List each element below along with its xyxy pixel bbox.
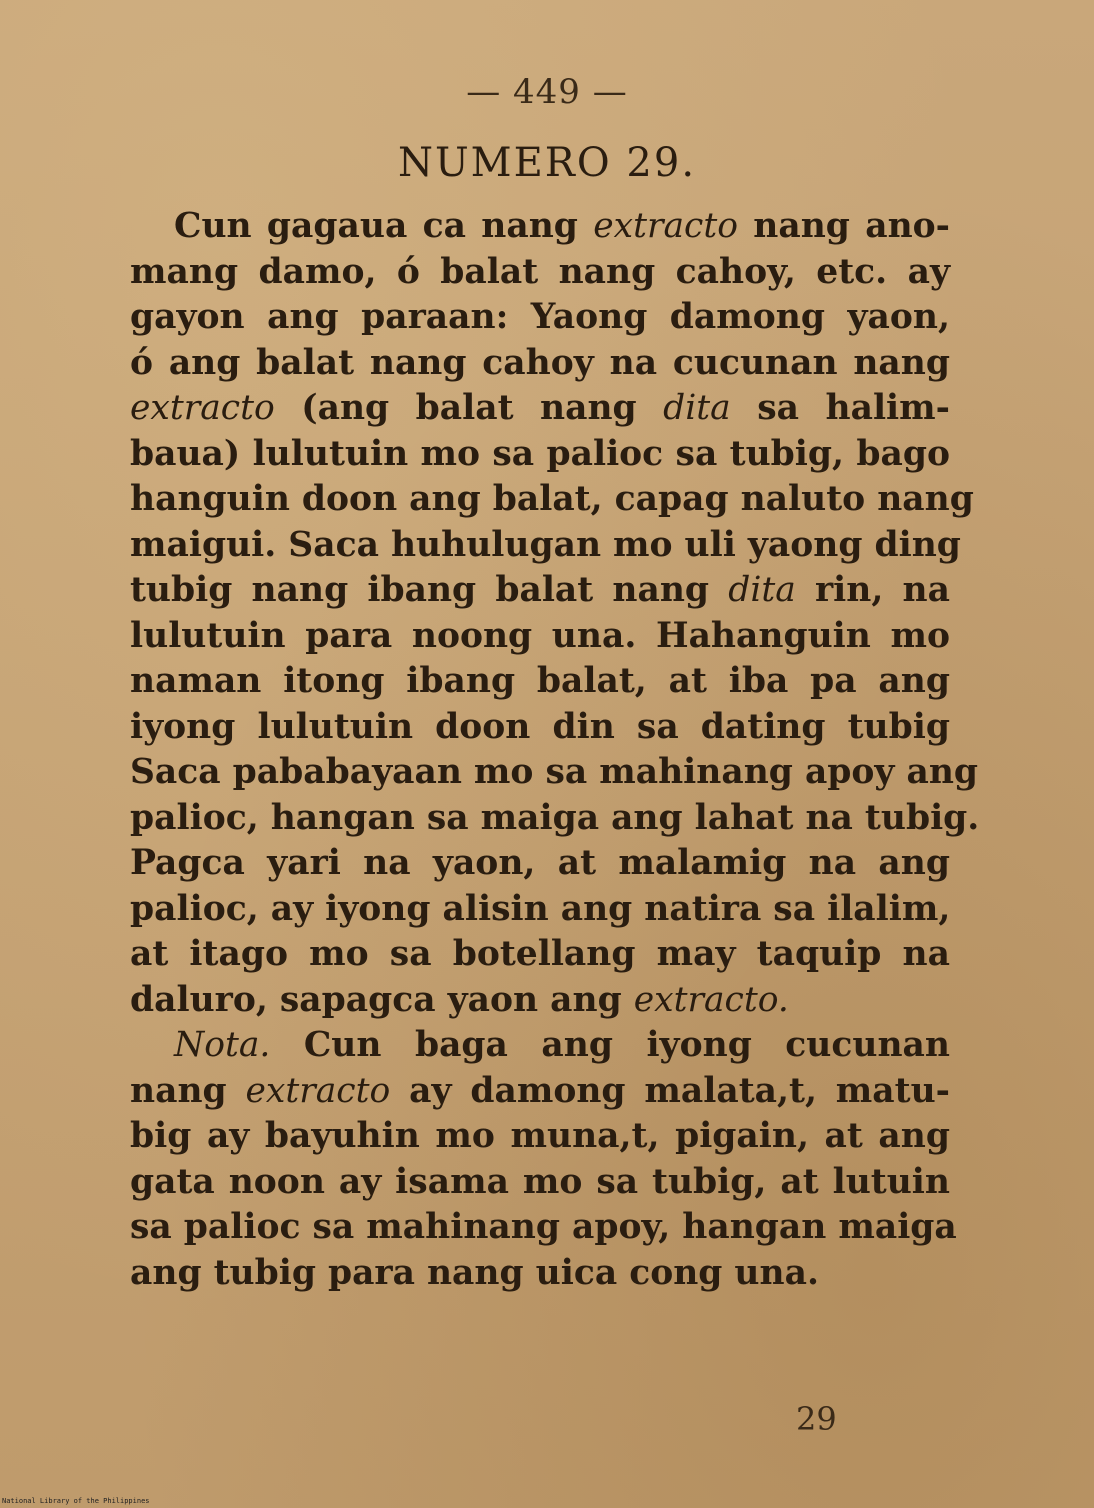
body-text [130, 204, 980, 1296]
italic-term: dita [663, 388, 731, 428]
text-fragment: naman itong ibang balat, at iba pa ang [130, 661, 950, 701]
text-fragment: sa halim- [730, 388, 950, 428]
text-line [130, 659, 950, 705]
text-fragment: tubig nang ibang balat nang [130, 570, 729, 610]
italic-term: extracto [245, 1070, 391, 1111]
text-line [130, 432, 950, 478]
italic-term: extracto [593, 206, 738, 246]
text-fragment: ang tubig para nang uica cong una. [130, 1252, 819, 1293]
text-fragment: mang damo, ó balat nang cahoy, etc. ay [130, 251, 950, 292]
signature-mark: 29 [796, 1400, 837, 1438]
text-line [130, 386, 950, 432]
text-fragment: baua) lulutuin mo sa palioc sa tubig, bago [130, 433, 950, 474]
footer-credit: National Library of the Philippines [2, 1497, 150, 1505]
text-line [130, 978, 950, 1024]
text-fragment: rin, na [795, 570, 950, 610]
text-fragment: daluro, sapagca yaon ang [130, 979, 634, 1020]
text-line [130, 1160, 950, 1206]
section-heading: NUMERO 29. [397, 140, 697, 186]
text-line [130, 750, 979, 796]
text-fragment: big ay bayuhin mo muna,t, pigain, at ang [130, 1116, 950, 1156]
page-number: — 449 — [466, 72, 628, 112]
text-line [130, 477, 974, 523]
text-fragment: gayon ang paraan: Yaong damong yaon, [130, 297, 950, 337]
text-fragment: Pagca yari na yaon, at malamig na ang [130, 843, 950, 883]
text-fragment: ay damong malata,t, matu- [390, 1070, 950, 1111]
text-fragment: hanguin doon ang balat, capag naluto nang [130, 479, 974, 519]
text-fragment: gata noon ay isama mo sa tubig, at lutuin [130, 1161, 950, 1202]
text-fragment: sa palioc sa mahinang apoy, hangan maiga [130, 1207, 957, 1247]
text-line [130, 614, 950, 660]
text-fragment: nang [130, 1070, 246, 1111]
italic-term: extracto. [633, 979, 789, 1020]
text-line [130, 841, 950, 887]
text-fragment: (ang balat nang [274, 388, 664, 428]
italic-term: Nota. [174, 1025, 271, 1065]
text-fragment: maigui. Saca huhulugan mo uli yaong ding [130, 524, 961, 565]
text-fragment: iyong lulutuin doon din sa dating tubig [130, 706, 950, 747]
italic-term: dita [728, 570, 796, 610]
text-fragment: palioc, ay iyong alisin ang natira sa ilalim, [130, 888, 951, 929]
text-line [130, 887, 950, 933]
text-fragment: at itago mo sa botellang may taquip na [130, 934, 950, 974]
text-line [130, 1114, 950, 1160]
italic-term: extracto [130, 388, 275, 428]
text-fragment: Cun baga ang iyong cucunan [270, 1025, 950, 1065]
text-line [130, 1069, 950, 1115]
text-line [130, 295, 950, 341]
text-line [130, 204, 950, 250]
text-line [130, 523, 961, 569]
text-line [130, 250, 950, 296]
text-line [130, 341, 950, 387]
text-line [130, 932, 950, 978]
text-fragment: ó ang balat nang cahoy na cucunan nang [130, 342, 950, 383]
text-fragment: Cun gagaua ca nang [174, 206, 594, 246]
text-fragment: nang ano- [737, 206, 950, 246]
text-line [130, 1205, 957, 1251]
text-line [130, 1023, 950, 1069]
text-line [130, 705, 950, 751]
text-fragment: Saca pababayaan mo sa mahinang apoy ang [130, 752, 979, 792]
text-line [130, 796, 980, 842]
text-line [130, 1251, 950, 1297]
text-fragment: lulutuin para noong una. Hahanguin mo [130, 615, 950, 656]
text-line [130, 568, 950, 614]
text-fragment: palioc, hangan sa maiga ang lahat na tubig. [130, 797, 980, 838]
